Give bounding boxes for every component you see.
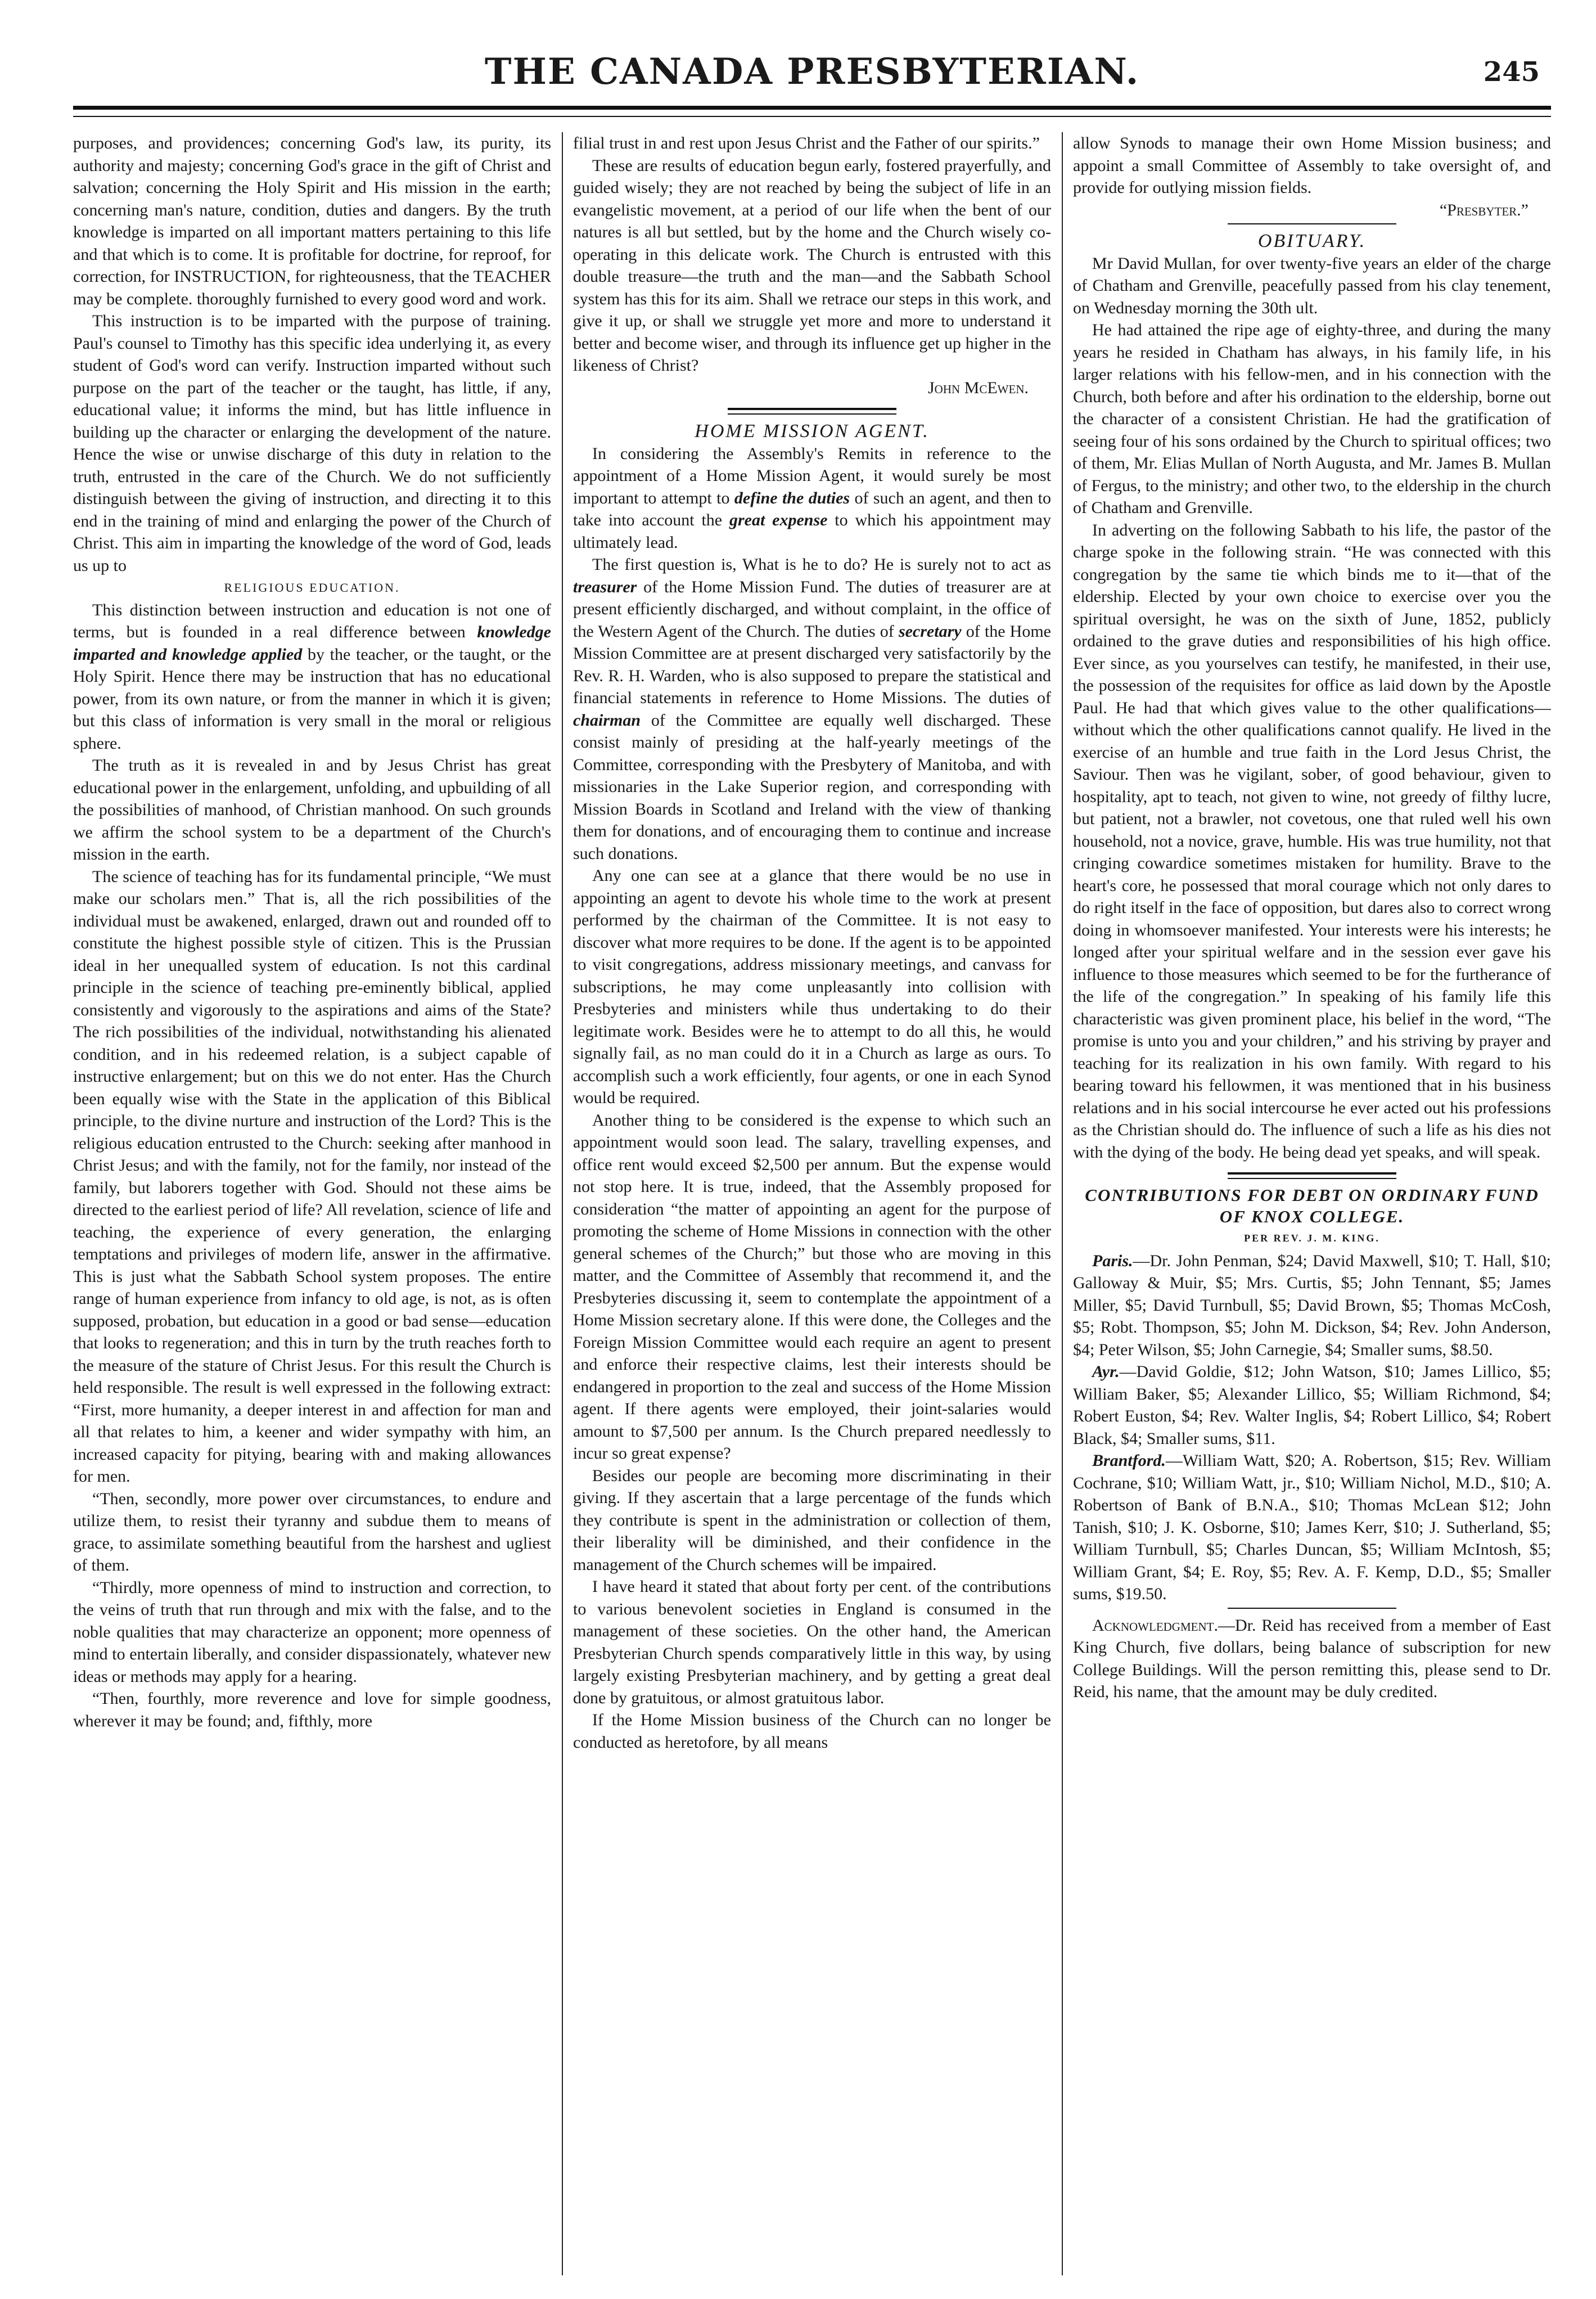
text-run: This distinction between instruction and education is not one of terms, but is founded in a real difference between xyxy=(73,600,551,641)
header-rule-thin xyxy=(73,116,1551,117)
contribution-list-paris xyxy=(1073,1250,1551,1361)
paragraph: If the Home Mission business of the Church can no longer be conducted as heretofore, by all means xyxy=(573,1711,1051,1752)
article-heading-home-mission-agent: HOME MISSION AGENT. xyxy=(695,421,930,442)
paragraph: He had attained the ripe age of eighty-three, and during the many years he resided in Chatham has always, in his family life, in his larger relations with his fellow-men, and in his connection with the Church, both before and after his ordination to the eldership, borne out the character of a consistent Christian. He had the gratification of seeing four of his sons ordained by the Church to spiritual offices; two of them, Mr. Elias Mullan of North Augusta, and Mr. James B. Mullan of Fergus, to the ministry; and other two, to the eldership in the church of Chatham and Grenville. xyxy=(1073,321,1551,517)
article-signature: John McEwen. xyxy=(928,378,1029,397)
paragraph: Another thing to be considered is the expense to which such an appointment would soon lead. The salary, travelling expenses, and office rent would exceed $2,500 per annum. But the expense would not stop here. It is true, indeed, that the Assembly proposed for consideration “the matter of appointing an agent for the purpose of promoting the scheme of Home Missions in connection with the other general schemes of the Church;” but those who are moving in this matter, and the Committee of Assembly that recommend it, and the Presbyteries discussing it, seem to contemplate the appointment of a Home Mission secretary alone. If this were done, the Colleges and the Foreign Mission Committee would each require an agent to present and enforce their respective claims, lest their interests should be endangered in proportion to the zeal and success of the Home Mission agent. If there agents were employed, their joint-salaries would amount to $7,500 per annum. Is the Church prepared needlessly to incur so great expense? xyxy=(573,1110,1051,1463)
text-run: The first question is, What is he to do? He is surely not to act as xyxy=(592,555,1051,574)
place-label: Ayr. xyxy=(1092,1362,1120,1381)
section-separator xyxy=(1228,1172,1396,1175)
paragraph: “Thirdly, more openness of mind to instruction and correction, to the veins of truth that run through and mix with the false, and to the noble qualities that may characterize an opponent; more openness of mind to entertain liberally, and consider dispassionately, whatever new ideas or methods may apply for a hearing. xyxy=(73,1578,551,1686)
article-heading-contributions: CONTRIBUTIONS FOR DEBT ON ORDINARY FUND OF KNOX COLLEGE. xyxy=(1085,1185,1539,1226)
paragraph: “Then, secondly, more power over circumstances, to endure and utilize them, to resist their tyranny and subdue them to means of grace, to assimilate something beautiful from the harshest and ugliest of them. xyxy=(73,1489,551,1574)
emphasis-text: secretary xyxy=(898,622,962,641)
text-run: of the Home Mission Fund. The duties of treasurer are at present efficiently discharged, and without complaint, in the office of the Western Agent of the Church. The duties of xyxy=(573,577,1051,641)
contributions-byline: PER REV. J. M. KING. xyxy=(1244,1232,1380,1244)
section-separator xyxy=(1228,223,1396,224)
paragraph xyxy=(73,599,551,755)
text-run: —David Goldie, $12; John Watson, $10; James Lillico, $5; William Baker, $5; Alexander Lillico, $5; William Richmond, $4; Robert Euston, $4; Rev. Walter Inglis, $4; Robert Lillico, $4; Robert Black, $4; Smaller sums, $11. xyxy=(1073,1362,1551,1448)
article-heading-obituary: OBITUARY. xyxy=(1257,231,1367,251)
column-2 xyxy=(573,132,1051,2275)
paragraph: Any one can see at a glance that there would be no use in appointing an agent to devote his whole time to the work at present performed by the chairman of the Committee. It is not easy to discover what more requires to be done. If the agent is to be appointed to visit congregations, address missionary meetings, and canvass for subscriptions, he may come unpleasantly into collision with Presbyteries and ministers while thus undertaking to do their legitimate work. Besides were he to attempt to do all this, he would signally fail, as no man could do it in a Church as large as ours. To accomplish such a work efficiently, four agents, or one in each Synod would be required. xyxy=(573,866,1051,1107)
notice-label: Acknowledgment. xyxy=(1092,1616,1218,1635)
column-divider xyxy=(1062,132,1063,2275)
text-run: —Dr. Reid has received from a member of East King Church, five dollars, being balance of subscription for new College Buildings. Will the person remitting this, please send to Dr. Reid, his name, that the amount may be duly credited. xyxy=(1073,1616,1551,1701)
paragraph: Besides our people are becoming more discriminating in their giving. If they ascertain that a large percentage of the funds which they contribute is spent in the administration or collection of them, their liberality will be diminished, and their confidence in the management of the Church schemes will be impaired. xyxy=(573,1466,1051,1574)
paragraph: purposes, and providences; concerning God's law, its purity, its authority and majesty; concerning God's grace in the gift of Christ and salvation; concerning the Holy Spirit and His mission in the earth; concerning man's nature, condition, duties and dangers. By the truth knowledge is imparted on all important matters pertaining to this life and that which is to come. It is profitable for doctrine, for reproof, for correction, for INSTRUCTION, for righteousness, that the TEACHER may be complete. thoroughly furnished to every good word and work. xyxy=(73,134,551,308)
contribution-list-brantford xyxy=(1073,1450,1551,1605)
place-label: Paris. xyxy=(1092,1251,1133,1270)
section-separator xyxy=(1228,1178,1396,1179)
paragraph: These are results of education begun early, fostered prayerfully, and guided wisely; they are not reached by being the subject of life in an evangelistic movement, at a period of our life when the bent of our natures is all but settled, but by the home and the Church wisely co-operating in this delicate work. The Church is entrusted with this double treasure—the truth and the man—and the Sabbath School system has this for its aim. Shall we retrace our steps in this work, and give it up, or shall we struggle yet more and more to understand it better and become wiser, and through its influence get up higher in the likeness of Christ? xyxy=(573,156,1051,375)
paragraph xyxy=(573,443,1051,554)
text-run: of the Committee are equally well discharged. These consist mainly of presiding at the half-yearly meetings of the Committee, corresponding with the Presbytery of Manitoba, and with missionaries in the Lake Superior region, and corresponding with Mission Boards in Scotland and Ireland with the view of thanking them for donations, and of encouraging them to continue and increase such donations. xyxy=(573,710,1051,863)
emphasis-text: chairman xyxy=(573,710,641,730)
text-run: of the Home Mission Committee are at present discharged very satisfactorily by the Rev. R. H. Warden, who is also supposed to prepare the statistical and financial statements in reference to Home Missions. The duties of xyxy=(573,622,1051,707)
article-signature: “Presbyter.” xyxy=(1439,200,1529,219)
columns xyxy=(73,132,1551,2281)
acknowledgment-notice xyxy=(1073,1614,1551,1703)
section-separator xyxy=(1228,1608,1396,1609)
column-divider xyxy=(562,132,563,2275)
text-run: —Dr. John Penman, $24; David Maxwell, $10; T. Hall, $10; Galloway & Muir, $5; Mrs. Curtis, $5; John Tennant, $5; James Miller, $5; David Turnbull, $5; David Brown, $5; Thomas McCosh, $5; Robt. Thompson, $5; John M. Dickson, $4; Rev. John Anderson, $4; Peter Wilson, $5; John Carnegie, $4; Smaller sums, $8.50. xyxy=(1073,1251,1551,1359)
column-1 xyxy=(73,132,551,2275)
masthead-title: THE CANADA PRESBYTERIAN. xyxy=(484,51,1140,93)
contribution-list-ayr xyxy=(1073,1361,1551,1450)
text-run: —William Watt, $20; A. Robertson, $15; Rev. William Cochrane, $10; William Watt, jr., $10; William Nichol, M.D., $10; A. Robertson of Bank of B.N.A., $10; Thomas McLean $12; John Tanish, $10; J. K. Osborne, $10; James Kerr, $10; J. Sutherland, $5; William Turnbull, $5; Charles Duncan, $5; William McIntosh, $5; William Grant, $4; E. Roy, $5; Rev. A. F. Kemp, D.D., $5; Smaller sums, $19.50. xyxy=(1073,1451,1551,1603)
section-separator xyxy=(728,413,896,415)
page-header xyxy=(73,39,1551,124)
emphasis-text: knowledge imparted and knowledge applied xyxy=(73,623,551,664)
emphasis-text: great expense xyxy=(729,511,828,529)
column-3 xyxy=(1073,132,1551,2275)
emphasis-text: treasurer xyxy=(573,577,637,596)
text-run: by the teacher, or the taught, or the Holy Spirit. Hence there may be instruction that has no educational power, from its own nature, or from the manner in which it is given; but this class of information is very small in the moral or religious sphere. xyxy=(73,645,551,753)
paragraph: allow Synods to manage their own Home Mission business; and appoint a small Committee of Assembly to take oversight of, and provide for outlying mission fields. xyxy=(1073,134,1551,197)
paragraph: “Then, fourthly, more reverence and love for simple goodness, wherever it may be found; and, fifthly, more xyxy=(73,1689,551,1730)
place-label: Brantford. xyxy=(1092,1451,1166,1470)
text-run: of such an agent, and then to take into account the xyxy=(573,488,1051,529)
header-rule-thick xyxy=(73,106,1551,110)
subheading-religious-education: RELIGIOUS EDUCATION. xyxy=(224,581,400,595)
text-run: In considering the Assembly's Remits in reference to the appointment of a Home Mission Agent, it would surely be most important to attempt to xyxy=(573,444,1051,507)
section-separator xyxy=(728,408,896,410)
paragraph xyxy=(573,554,1051,865)
paragraph: In adverting on the following Sabbath to his life, the pastor of the charge spoke in the following strain. “He was connected with this congregation by the same tie which binds me to it—that of the eldership. Elected by your own choice to exercise over you the spiritual oversight, he was on the sixth of June, 1852, publicly ordained to the grave duties and responsibilities of his high office. Ever since, as you yourselves can testify, he manifested, in their use, the possession of the requisites for office as laid down by the Apostle Paul. He had that which gives value to the other qualifications—without which the other qualifications cannot qualify. He lived in the exercise of an humble and true faith in the Lord Jesus Christ, the Saviour. Then was he vigilant, sober, of good behaviour, given to hospitality, apt to teach, not given to wine, not greedy of filthy lucre, but patient, not a brawler, not covetous, one that ruled well his own household, not a novice, grave, humble. His was true humility, not that cringing cowardice sometimes mistaken for humility. Brave to the heart's core, he possessed that moral courage which not only dares to do right itself in the face of opposition, but dares also to correct wrong doing in whomsoever manifested. Your interests were his interests; he longed after your spiritual welfare and in the session ever gave his influence to those measures which seemed to be for the furtherance of the life of the congregation.” In speaking of his family life this characteristic was given prominent place, his belief in the word, “The promise is unto you and your children,” and his striving by prayer and teaching for its realization in his own family. With regard to his bearing toward his fellowmen, it was mentioned that in his business relations and in his social intercourse he ever acted out his professions as the Christian should do. The influence of such a life as his dies not with the dying of the body. He being dead yet speaks, and will speak. xyxy=(1073,520,1551,1162)
paragraph: This instruction is to be imparted with the purpose of training. Paul's counsel to Timothy has this specific idea underlying it, as every student of God's word can verify. Instruction imparted without such purpose on the part of the teacher or the taught, has little, if any, educational value; it informs the mind, but has little influence in building up the character or enlarging the development of the nature. Hence the wise or unwise discharge of this duty in relation to the truth, entrusted in the care of the Church. We do not sufficiently distinguish between the giving of instruction, and directing it to this end in the training of mind and enlarging the power of the Church of Christ. This aim in imparting the knowledge of the word of God, leads us up to xyxy=(73,312,551,575)
emphasis-text: define the duties xyxy=(734,488,850,507)
paragraph: The science of teaching has for its fundamental principle, “We must make our scholars men.” That is, all the rich possibilities of the individual must be awakened, enlarged, drawn out and rounded off to constitute the highest possible style of citizen. This is the Prussian ideal in her unequalled system of education. Is not this cardinal principle in the science of teaching pre-eminently biblical, applied consistently and vigorously to the aspirations and aims of the State? The rich possibilities of the individual, notwithstanding his alienated condition, and in his redeemed relation, is a subject capable of instructive enlargement; but on this we do not enter. Has the Church been equally wise with the State in the application of this Biblical principle, to the divine nurture and instruction of the Lord? This is the religious education entrusted to the Church: seeking after manhood in Christ Jesus; and with the family, not for the family, nor instead of the family, but laborers together with God. Should not these aims be directed to the earliest period of life? All revelation, science of life and teaching, the experience of every generation, the enlarging temptations and privileges of modern life, answer in the affirmative. This is just what the Sabbath School system proposes. The entire range of human experience from infancy to old age, is not, as is often supposed, probation, but education in a good or bad sense—education that looks to regeneration; and this in turn by the truth reaches forth to the measure of the stature of Christ Jesus. For this result the Church is held responsible. The result is well expressed in the following extract: “First, more humanity, a deeper interest in and affection for man and all that relates to him, a keener and wider sympathy with him, an increased capacity for pitying, bearing with and making allowances for men. xyxy=(73,867,551,1486)
text-run: to which his appointment may ultimately lead. xyxy=(573,511,1051,552)
paragraph: I have heard it stated that about forty per cent. of the contributions to various benevolent societies in England is consumed in the management of these societies. On the other hand, the American Presbyterian Church spends comparatively little in this way, by using largely existing Presbyterian machinery, and by getting a great deal done by gratuitous, or almost gratuitous labor. xyxy=(573,1577,1051,1707)
paragraph: Mr David Mullan, for over twenty-five years an elder of the charge of Chatham and Grenville, peacefully passed from his clay tenement, on Wednesday morning the 30th ult. xyxy=(1073,254,1551,317)
paragraph: filial trust in and rest upon Jesus Christ and the Father of our spirits.” xyxy=(573,134,1040,152)
page-number: 245 xyxy=(1483,56,1540,88)
paragraph: The truth as it is revealed in and by Jesus Christ has great educational power in the enlargement, unfolding, and upbuilding of all the possibilities of manhood, of Christian manhood. On such grounds we affirm the school system to be a department of the Church's mission in the earth. xyxy=(73,756,551,863)
